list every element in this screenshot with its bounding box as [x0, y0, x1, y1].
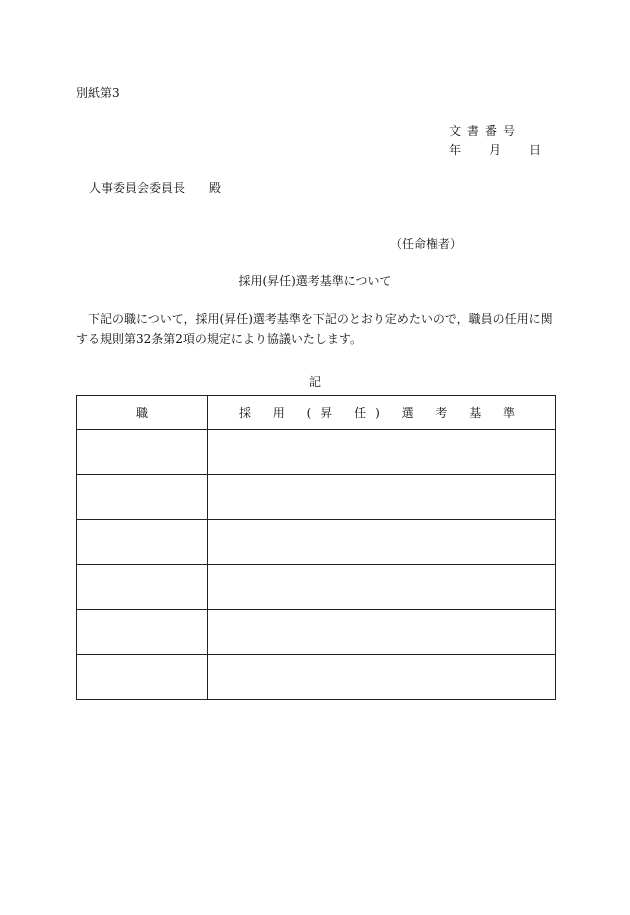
- table-row: [77, 565, 556, 610]
- table-row: [77, 655, 556, 700]
- addressee: 人事委員会委員長 殿: [89, 181, 222, 195]
- ki-marker: 記: [308, 375, 321, 389]
- table-cell-criteria: [208, 655, 556, 700]
- date-day: 日: [529, 143, 542, 157]
- date-month: 月: [489, 143, 502, 157]
- body-paragraph: 下記の職について，採用(昇任)選考基準を下記のとおり定めたいので，職員の任用に関する規則第32条第2項の規定により協議いたします。: [76, 312, 553, 346]
- table-cell-position: [77, 430, 208, 475]
- date-line: [449, 141, 541, 158]
- table-cell-criteria: [208, 565, 556, 610]
- table-header-row: [77, 396, 556, 430]
- appointing-authority: （任命権者）: [390, 237, 463, 251]
- form-label: 別紙第3: [76, 86, 120, 100]
- table-cell-criteria: [208, 430, 556, 475]
- table-row: [77, 430, 556, 475]
- document-subject: 採用(昇任)選考基準について: [238, 274, 392, 288]
- table-row: [77, 520, 556, 565]
- column-header-position: 職: [77, 396, 208, 430]
- document-number-label: 文書番号: [449, 124, 522, 138]
- table-cell-criteria: [208, 610, 556, 655]
- table-cell-position: [77, 655, 208, 700]
- date-year: 年: [449, 143, 462, 157]
- table-row: [77, 610, 556, 655]
- table-cell-position: [77, 565, 208, 610]
- table-cell-position: [77, 475, 208, 520]
- column-header-criteria: 採 用 (昇 任) 選 考 基 準: [208, 396, 556, 430]
- table-cell-position: [77, 520, 208, 565]
- table-cell-position: [77, 610, 208, 655]
- table-cell-criteria: [208, 520, 556, 565]
- table-row: [77, 475, 556, 520]
- criteria-table: [76, 395, 556, 700]
- table-cell-criteria: [208, 475, 556, 520]
